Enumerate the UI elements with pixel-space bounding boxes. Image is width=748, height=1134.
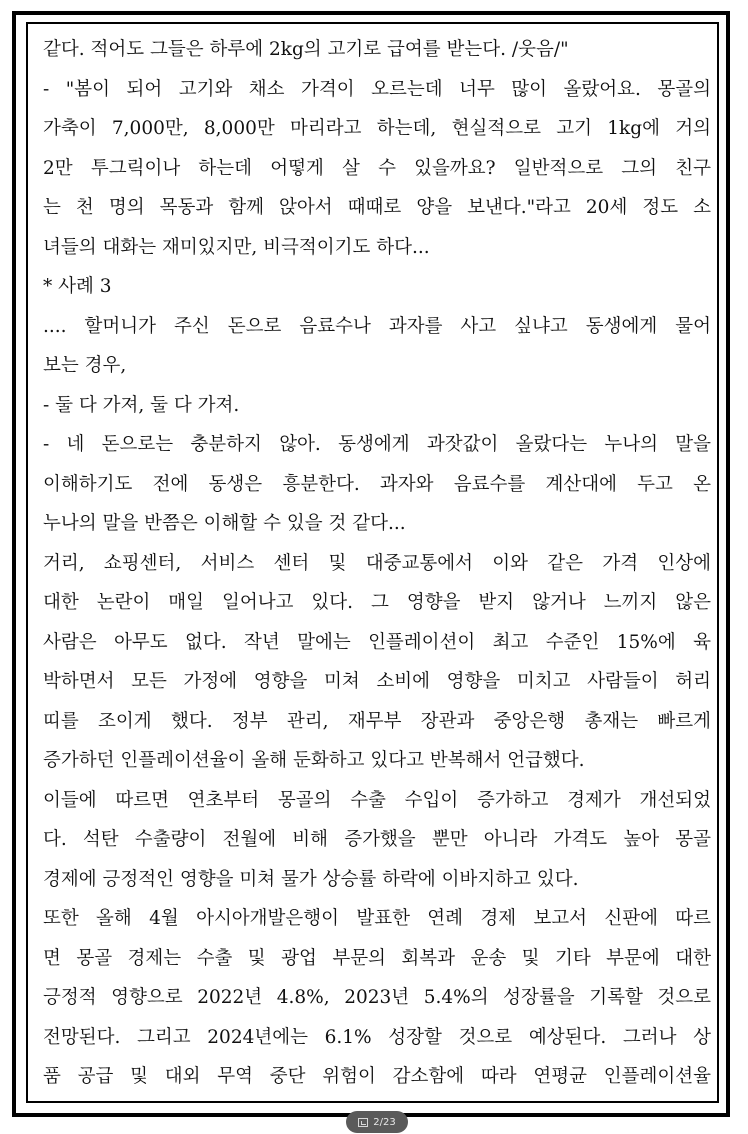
- text-line: 또한 올해 4월 아시아개발은행이 발표한 연례 경제 보고서 신판에 따르: [43, 908, 711, 929]
- text-line: 띠를 조이게 했다. 정부 관리, 재무부 장관과 중앙은행 총재는 빠르게: [43, 710, 711, 732]
- text-line: 녀들의 대화는 재미있지만, 비극적이기도 하다...: [43, 236, 430, 258]
- text-line: 품 공급 및 대외 무역 중단 위험이 감소함에 따라 연평균 인플레이션율: [43, 1066, 711, 1087]
- page-icon: [358, 1118, 368, 1127]
- text-line: - "봄이 되어 고기와 채소 가격이 오르는데 너무 많이 올랐어요. 몽골의: [43, 78, 711, 100]
- text-line: 는 천 명의 목동과 함께 앉아서 때때로 양을 보낸다."라고 20세 정도 소: [43, 197, 711, 218]
- page-number-label: 2/23: [373, 1116, 396, 1128]
- text-line: * 사례 3: [43, 276, 112, 297]
- text-line: 대한 논란이 매일 일어나고 있다. 그 영향을 받지 않거나 느끼지 않은: [43, 592, 711, 613]
- text-line: 보는 경우,: [43, 355, 127, 376]
- text-line: 이해하기도 전에 동생은 흥분한다. 과자와 음료수를 계산대에 두고 온: [43, 473, 711, 495]
- text-line: 경제에 긍정적인 영향을 미쳐 물가 상승률 하락에 이바지하고 있다.: [43, 868, 579, 890]
- page-indicator[interactable]: [346, 1111, 408, 1133]
- text-line: 2만 투그릭이나 하는데 어떻게 살 수 있을까요? 일반적으로 그의 친구: [43, 157, 711, 179]
- document-body: [43, 30, 711, 1097]
- text-line: 사람은 아무도 없다. 작년 말에는 인플레이션이 최고 수준인 15%에 육: [43, 631, 711, 653]
- text-line: 박하면서 모든 가정에 영향을 미쳐 소비에 영향을 미치고 사람들이 허리: [43, 671, 711, 692]
- text-line: 다. 석탄 수출량이 전월에 비해 증가했을 뿐만 아니라 가격도 높아 몽골: [43, 829, 711, 850]
- text-line: 거리, 쇼핑센터, 서비스 센터 및 대중교통에서 이와 같은 가격 인상에: [43, 552, 711, 574]
- text-line: 면 몽골 경제는 수출 및 광업 부문의 회복과 운송 및 기타 부문에 대한: [43, 947, 711, 969]
- text-line: 가축이 7,000만, 8,000만 마리라고 하는데, 현실적으로 고기 1kg에 거의: [43, 118, 711, 139]
- text-line: .... 할머니가 주신 돈으로 음료수나 과자를 사고 싶냐고 동생에게 물어: [43, 315, 711, 337]
- text-line: 같다. 적어도 그들은 하루에 2kg의 고기로 급여를 받는다. /웃음/": [43, 39, 569, 60]
- text-line: 전망된다. 그리고 2024년에는 6.1% 성장할 것으로 예상된다. 그러나 상: [43, 1026, 711, 1048]
- text-line: 누나의 말을 반쯤은 이해할 수 있을 것 같다...: [43, 513, 406, 534]
- text-line: 증가하던 인플레이션율이 올해 둔화하고 있다고 반복해서 언급했다.: [43, 750, 585, 771]
- text-line: - 둘 다 가져, 둘 다 가져.: [43, 394, 240, 416]
- text-line: - 네 돈으로는 충분하지 않아. 동생에게 과잣값이 올랐다는 누나의 말을: [43, 434, 711, 455]
- text-line: 이들에 따르면 연초부터 몽골의 수출 수입이 증가하고 경제가 개선되었: [43, 789, 711, 811]
- text-line: 긍정적 영향으로 2022년 4.8%, 2023년 5.4%의 성장률을 기록할 것으로: [43, 987, 711, 1008]
